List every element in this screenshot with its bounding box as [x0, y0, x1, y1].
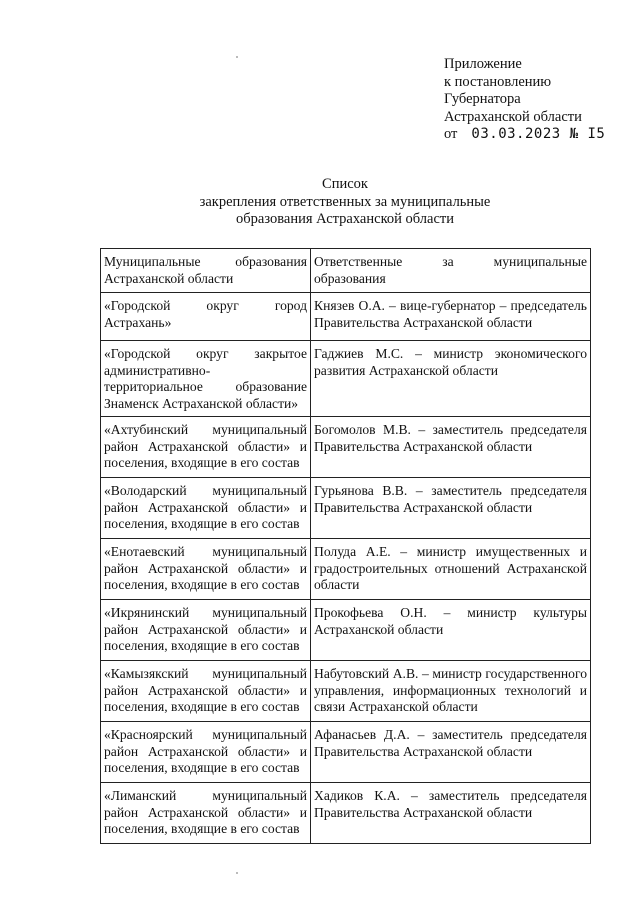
- title-line-2: закрепления ответственных за муниципальные: [199, 193, 491, 210]
- table-header-row: [101, 249, 591, 293]
- table-row: [101, 661, 591, 722]
- table-row: [101, 783, 591, 844]
- appendix-line-4: Астраханской области: [444, 108, 582, 125]
- municipality-cell: «Городской округ город Астрахань»: [101, 293, 311, 341]
- responsible-cell: Набутовский А.В. – министр государственного управления, информационных технологий и связи Астраханской области: [311, 661, 591, 722]
- scan-speck: [236, 56, 238, 58]
- date-prefix: от: [444, 126, 458, 142]
- municipality-cell: «Лиманский муниципальный район Астраханской области» и поселения, входящие в его состав: [101, 783, 311, 844]
- municipality-cell: «Ахтубинский муниципальный район Астраханской области» и поселения, входящие в его состав: [101, 417, 311, 478]
- table-row: [101, 722, 591, 783]
- title-line-3: образования Астраханской области: [236, 211, 454, 227]
- responsible-cell: Полуда А.Е. – министр имущественных и градостроительных отношений Астраханской области: [311, 539, 591, 600]
- municipality-cell: «Красноярский муниципальный район Астраханской области» и поселения, входящие в его состав: [101, 722, 311, 783]
- appendix-line-2: к постановлению: [444, 73, 552, 90]
- table-row: [101, 539, 591, 600]
- municipality-cell: «Икрянинский муниципальный район Астраханской области» и поселения, входящие в его состав: [101, 600, 311, 661]
- municipality-cell: «Енотаевский муниципальный район Астраханской области» и поселения, входящие в его состав: [101, 539, 311, 600]
- header-municipality: Муниципальные образования Астраханской области: [101, 249, 311, 293]
- responsible-cell: Гаджиев М.С. – министр экономического развития Астраханской области: [311, 341, 591, 417]
- table-row: [101, 600, 591, 661]
- table-row: [101, 478, 591, 539]
- appendix-line-1: Приложение: [444, 56, 522, 72]
- appendix-date-line: [444, 126, 634, 144]
- responsible-cell: Прокофьева О.Н. – министр культуры Астраханской области: [311, 600, 591, 661]
- responsible-cell: Гурьянова В.В. – заместитель председателя Правительства Астраханской области: [311, 478, 591, 539]
- table-row: [101, 417, 591, 478]
- responsible-cell: Богомолов М.В. – заместитель председателя Правительства Астраханской области: [311, 417, 591, 478]
- responsible-cell: Хадиков К.А. – заместитель председателя Правительства Астраханской области: [311, 783, 591, 844]
- appendix-line-3: Губернатора: [444, 91, 521, 107]
- table-row: [101, 341, 591, 417]
- appendix-block: [444, 56, 634, 144]
- table-row: [101, 293, 591, 341]
- responsible-cell: Князев О.А. – вице-губернатор – председатель Правительства Астраханской области: [311, 293, 591, 341]
- document-title: [100, 176, 590, 229]
- municipality-cell: «Камызякский муниципальный район Астраханской области» и поселения, входящие в его состав: [101, 661, 311, 722]
- scan-speck: [236, 872, 238, 874]
- municipality-cell: «Володарский муниципальный район Астраханской области» и поселения, входящие в его состав: [101, 478, 311, 539]
- municipality-cell: «Городской округ закрытое административно-территориальное образование Знаменск Астраханской области»: [101, 341, 311, 417]
- responsible-cell: Афанасьев Д.А. – заместитель председателя Правительства Астраханской области: [311, 722, 591, 783]
- title-line-1: Список: [322, 176, 368, 192]
- header-responsible: Ответственные за муниципальные образования: [311, 249, 591, 293]
- date-stamp: 03.03.2023 № I5: [471, 126, 606, 142]
- assignment-table: [100, 248, 591, 844]
